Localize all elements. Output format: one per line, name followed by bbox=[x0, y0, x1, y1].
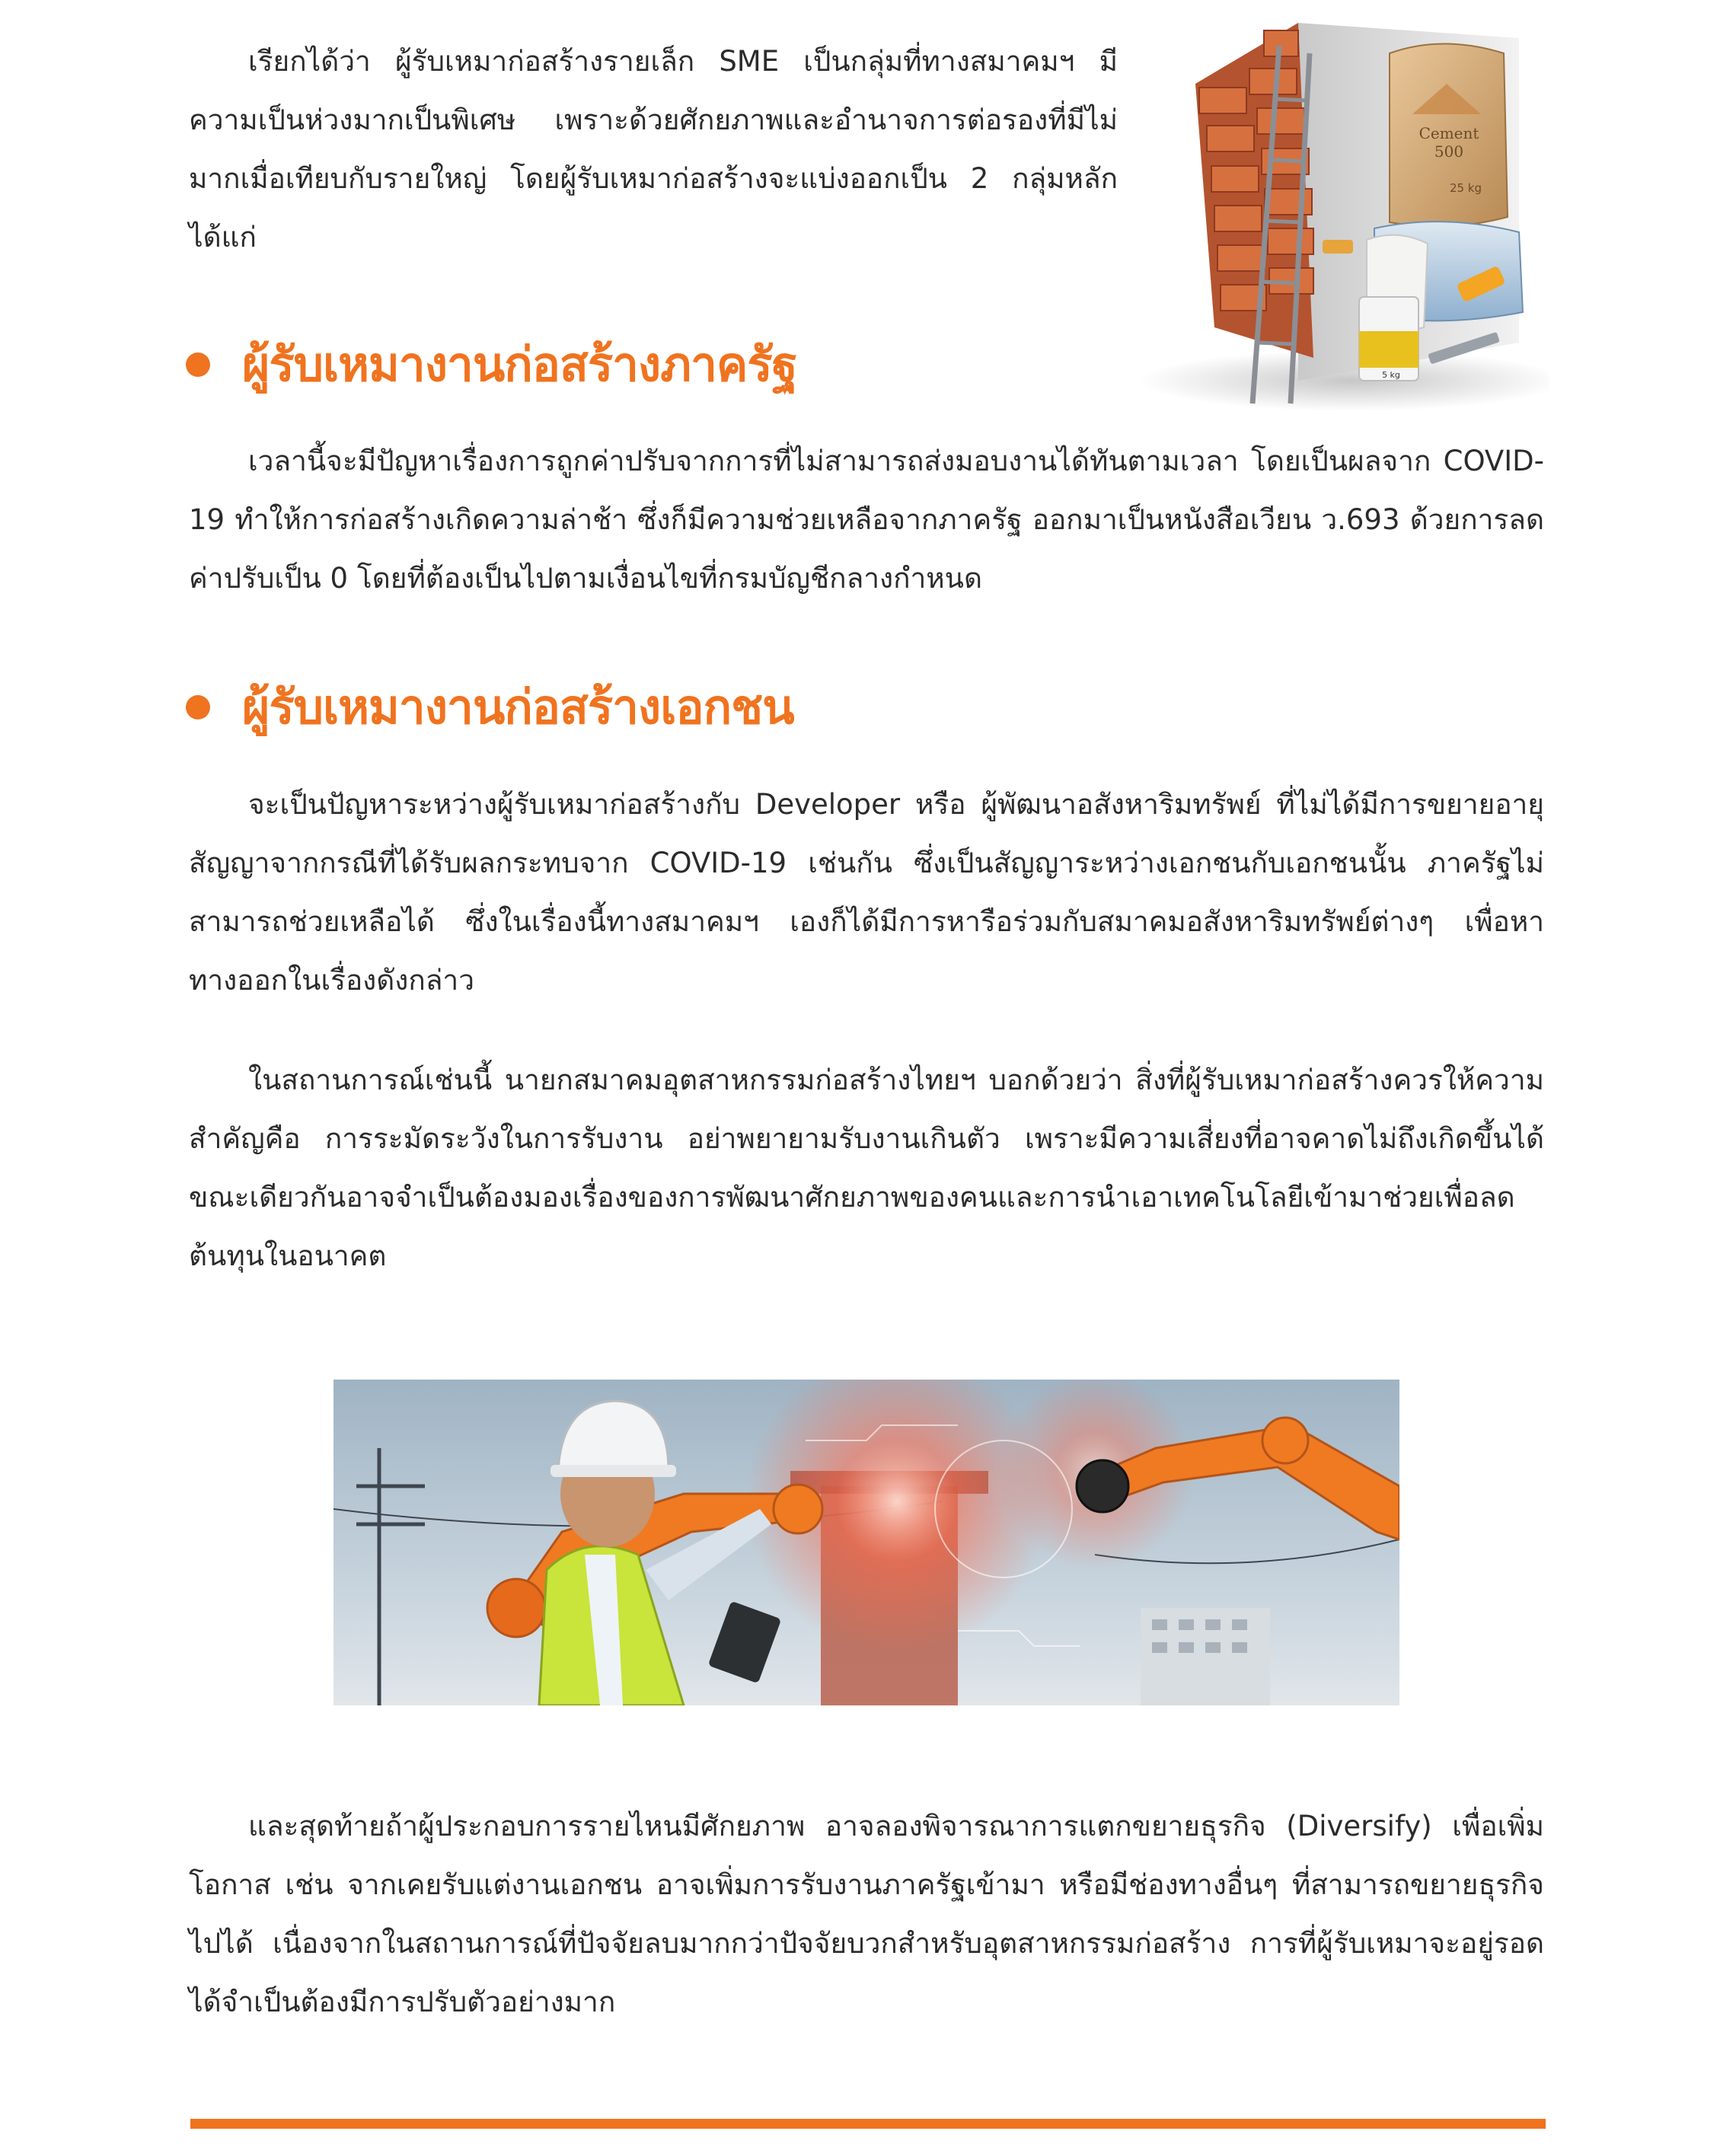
svg-text:500: 500 bbox=[1434, 142, 1464, 161]
paint-bucket bbox=[1359, 297, 1418, 381]
heading-public-contractors bbox=[186, 327, 797, 402]
bullet-icon bbox=[186, 353, 210, 377]
svg-text:25 kg: 25 kg bbox=[1449, 181, 1482, 195]
svg-text:5 kg: 5 kg bbox=[1382, 370, 1400, 380]
cement-bag bbox=[1390, 44, 1508, 227]
advice-paragraph: ในสถานการณ์เช่นนี้ นายกสมาคมอุตสาหกรรมก่อสร้างไทยฯ บอกด้วยว่า สิ่งที่ผู้รับเหมาก่อสร้างควรให้ความสำคัญคือ การระมัดระวังในการรับงาน อย่าพยายามรับงานเกินตัว เพราะมีความเสี่ยงที่อาจคาดไม่ถึงเกิดขึ้นได้ ขณะเดียวกันอาจจำเป็นต้องมองเรื่องของการพัฒนาศักยภาพของคนและการนำเอาเทคโนโลยีเข้ามาช่วยเพื่อลดต้นทุนในอนาคต bbox=[189, 1064, 1544, 1272]
engineer-robot-arm-image bbox=[333, 1380, 1399, 1705]
private-contractors-paragraph: จะเป็นปัญหาระหว่างผู้รับเหมาก่อสร้างกับ Developer หรือ ผู้พัฒนาอสังหาริมทรัพย์ ที่ไม่ได้มีการขยายอายุสัญญาจากกรณีที่ได้รับผลกระทบจาก COVID-19 เช่นกัน ซึ่งเป็นสัญญาระหว่างเอกชนกับเอกชนนั้น ภาครัฐไม่สามารถช่วยเหลือได้ ซึ่งในเรื่องนี้ทางสมาคมฯ เองก็ได้มีการหารือร่วมกับสมาคมอสังหาริมทรัพย์ต่างๆ เพื่อหาทางออกในเรื่องดังกล่าว bbox=[189, 788, 1544, 997]
heading-private-text: ผู้รับเหมางานก่อสร้างเอกชน bbox=[242, 681, 794, 734]
intro-paragraph: เรียกได้ว่า ผู้รับเหมาก่อสร้างรายเล็ก SME เป็นกลุ่มที่ทางสมาคมฯ มีความเป็นห่วงมากเป็นพิเศษ เพราะด้วยศักยภาพและอำนาจการต่อรองที่มีไม่มากเมื่อเทียบกับรายใหญ่ โดยผู้รับเหมาก่อสร้างจะแบ่งออกเป็น 2 กลุ่มหลัก ได้แก่ bbox=[189, 45, 1118, 254]
heading-private-contractors bbox=[186, 670, 794, 745]
svg-text:Cement: Cement bbox=[1418, 124, 1479, 142]
heading-public-text: ผู้รับเหมางานก่อสร้างภาครัฐ bbox=[242, 339, 797, 391]
footer-divider bbox=[190, 2119, 1546, 2129]
public-contractors-paragraph: เวลานี้จะมีปัญหาเรื่องการถูกค่าปรับจากการที่ไม่สามารถส่งมอบงานได้ทันตามเวลา โดยเป็นผลจาก COVID-19 ทำให้การก่อสร้างเกิดความล่าช้า ซึ่งก็มีความช่วยเหลือจากภาครัฐ ออกมาเป็นหนังสือเวียน ว.693 ด้วยการลดค่าปรับเป็น 0 โดยที่ต้องเป็นไปตามเงื่อนไขที่กรมบัญชีกลางกำหนด bbox=[189, 445, 1544, 595]
bullet-icon bbox=[186, 695, 210, 719]
construction-materials-image bbox=[1123, 23, 1549, 411]
final-paragraph: และสุดท้ายถ้าผู้ประกอบการรายไหนมีศักยภาพ อาจลองพิจารณาการแตกขยายธุรกิจ (Diversify) เพื่อเพิ่มโอกาส เช่น จากเคยรับแต่งานเอกชน อาจเพิ่มการรับงานภาครัฐเข้ามา หรือมีช่องทางอื่นๆ ที่สามารถขยายธุรกิจไปได้ เนื่องจากในสถานการณ์ที่ปัจจัยลบมากกว่าปัจจัยบวกสำหรับอุตสาหกรรมก่อสร้าง การที่ผู้รับเหมาจะอยู่รอดได้จำเป็นต้องมีการปรับตัวอย่างมาก bbox=[189, 1810, 1544, 2018]
